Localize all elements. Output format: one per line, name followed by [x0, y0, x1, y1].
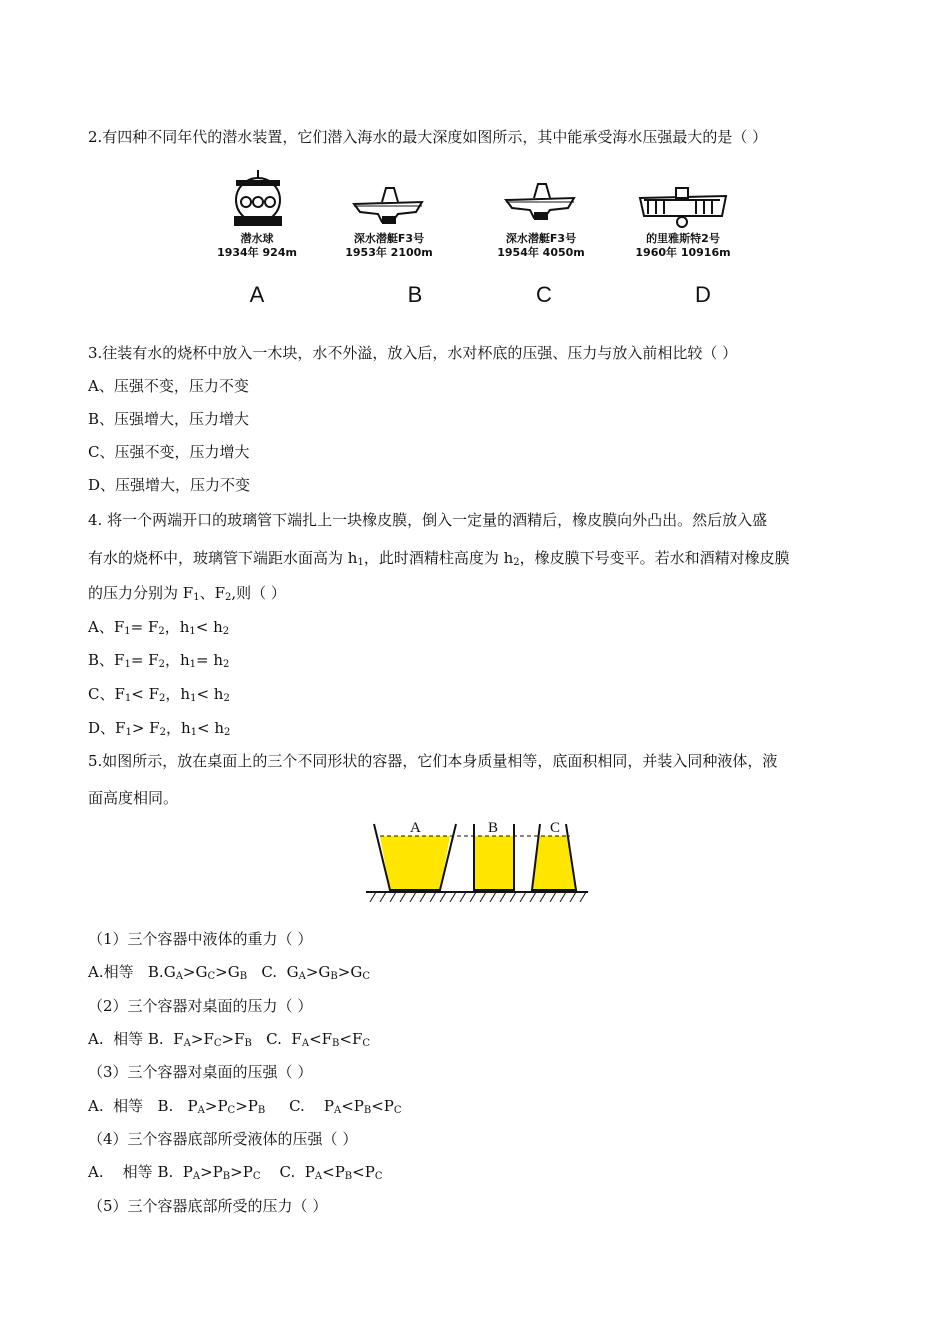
q5-sub4: （4）三个容器底部所受液体的压强（ ） [88, 1130, 358, 1148]
q3-option: C、压强不变，压力增大 [88, 443, 250, 461]
submarine-icon [504, 180, 576, 226]
q4-option: D、$F_1> F_2$，$h_1< h_2$ [88, 719, 231, 738]
q5-sub1: （1）三个容器中液体的重力（ ） [88, 930, 313, 948]
q4-option: C、$F_1< F_2$，$h_1< h_2$ [88, 685, 230, 704]
q5-sub4-options: A. 相等 B. $P_A>P_B>P_C$ C. $P_A<P_B<P_C$ [88, 1163, 383, 1182]
q3-text: 3.往装有水的烧杯中放入一木块，水不外溢，放入后，水对杯底的压强、压力与放入前相比较（ ） [88, 344, 738, 362]
q4-line1: 4. 将一个两端开口的玻璃管下端扎上一块橡皮膜，倒入一定量的酒精后，橡皮膜向外凸出。然后放入盛 [88, 511, 768, 529]
device-info: 1953年 2100m [345, 246, 433, 259]
q2-text: 2.有四种不同年代的潜水装置，它们潜入海水的最大深度如图所示，其中能承受海水压强最大的是（ ） [88, 128, 768, 146]
container-label: B [488, 820, 499, 836]
option-letter: C [536, 282, 552, 307]
q5-sub1-options: A.相等 $B.G_A>G_C>G_B$ C. $G_A>G_B>G_C$ [88, 963, 370, 982]
device-info: 1934年 924m [217, 246, 297, 259]
containers-figure [366, 820, 588, 902]
q4-option: A、$F_1= F_2$，$h_1< h_2$ [88, 618, 230, 637]
q5-sub5: （5）三个容器底部所受的压力（ ） [88, 1197, 328, 1215]
q3-option: D、压强增大，压力不变 [88, 476, 251, 494]
q5-sub3: （3）三个容器对桌面的压强（ ） [88, 1063, 313, 1081]
q3-option: A、压强不变，压力不变 [88, 377, 249, 395]
option-letter: A [249, 282, 265, 307]
diving-devices-figure [212, 170, 752, 310]
device-name: 的里雅斯特2号 [646, 232, 720, 245]
bathysphere-icon [230, 170, 286, 228]
q5-sub2: （2）三个容器对桌面的压力（ ） [88, 997, 313, 1015]
q5-sub3-options: A. 相等 B. $P_A>P_C>P_B$ C. $P_A<P_B<P_C$ [88, 1097, 402, 1116]
bathyscaphe-icon [638, 186, 728, 228]
q4-line2: 有水的烧杯中，玻璃管下端距水面高为 $h_1$，此时酒精柱高度为 $h_2$，橡皮膜下号变平。若水和酒精对橡皮膜 [88, 549, 790, 568]
q4-option: B、$F_1= F_2$，$h_1= h_2$ [88, 651, 230, 670]
q3-option: B、压强增大，压力增大 [88, 410, 250, 428]
submarine-icon [352, 184, 424, 230]
q5-line2: 面高度相同。 [88, 789, 179, 807]
option-letter: D [695, 282, 711, 307]
device-info: 1960年 10916m [635, 246, 731, 259]
container-label: C [550, 820, 561, 836]
container-label: A [410, 820, 421, 836]
device-name: 潜水球 [240, 232, 274, 245]
q4-line3: 的压力分别为 $F_1$、$F_2$,则（ ） [88, 584, 286, 603]
option-letter: B [407, 282, 423, 307]
q5-sub2-options: A. 相等 B. $F_A>F_C>F_B$ C. $F_A<F_B<F_C$ [88, 1030, 371, 1049]
device-info: 1954年 4050m [497, 246, 585, 259]
device-name: 深水潜艇F3号 [353, 232, 425, 245]
q5-line1: 5.如图所示，放在桌面上的三个不同形状的容器，它们本身质量相等，底面积相同，并装入同种液体，液 [88, 752, 778, 770]
device-name: 深水潜艇F3号 [505, 232, 577, 245]
